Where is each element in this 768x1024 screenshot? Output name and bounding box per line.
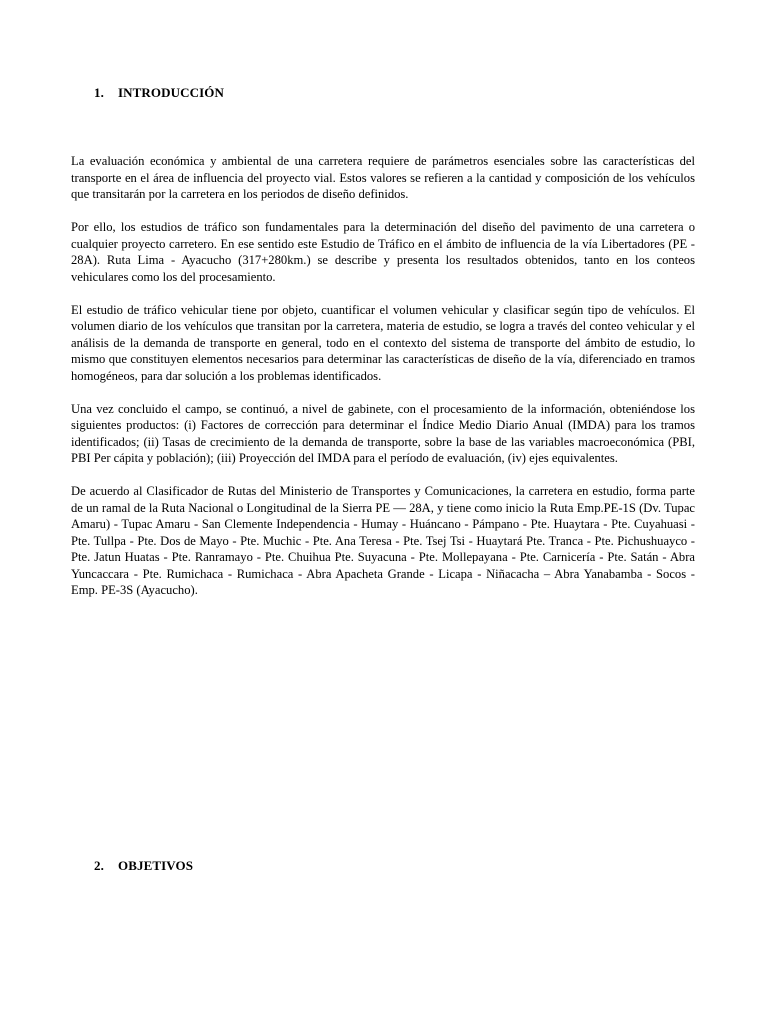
paragraph: Por ello, los estudios de tráfico son fundamentales para la determinación del diseño del pavimento de una carretera o cualquier proyecto carretero. En ese sentido este Estudio de Tráfico en el ámbito de influencia de la vía Libertadores (PE - 28A). Ruta Lima - Ayacucho (317+280km.) se describe y presenta los resultados obtenidos, tanto en los conteos vehiculares como los del procesamiento. (71, 220, 695, 284)
paragraph: De acuerdo al Clasificador de Rutas del Ministerio de Transportes y Comunicaciones, la carretera en estudio, forma parte de un ramal de la Ruta Nacional o Longitudinal de la Sierra PE — 28A, y tiene como inicio la Ruta Emp.PE-1S (Dv. Tupac Amaru) - Tupac Amaru - San Clemente Independencia - Humay - Huáncano - Pámpano - Pte. Huaytara - Pte. Cuyahuasi - Pte. Tullpa - Pte. Dos de Mayo - Pte. Muchic - Pte. Ana Teresa - Pte. Tsej Tsi - Huaytará Pte. Tranca - Pte. Pichushuayco - Pte. Jatun Huatas - Pte. Ranramayo - Pte. Chuihua Pte. Suyacuna - Pte. Mollepayana - Pte. Carnicería - Pte. Satán - Abra Yuncaccara - Pte. Rumichaca - Rumichaca - Abra Apacheta Grande - Licapa - Niñacacha – Abra Yanabamba - Socos - Emp. PE-3S (Ayacucho). (71, 484, 695, 597)
section-heading-introduccion (94, 85, 224, 101)
section-title: INTRODUCCIÓN (118, 85, 224, 100)
paragraph: Una vez concluido el campo, se continuó, a nivel de gabinete, con el procesamiento de la información, obteniéndose los siguientes productos: (i) Factores de corrección para determinar el Índice Medio Diario Anual (IMDA) para los tramos identificados; (ii) Tasas de crecimiento de la demanda de transporte, sobre la base de las variables macroeconómica (PBI, PBI Per cápita y población); (iii) Proyección del IMDA para el período de evaluación, (iv) ejes equivalentes. (71, 401, 695, 465)
section-heading-objetivos (94, 858, 193, 874)
paragraph: La evaluación económica y ambiental de una carretera requiere de parámetros esenciales sobre las características del transporte en el área de influencia del proyecto vial. Estos valores se refieren a la cantidad y composición de los vehículos que transitarán por la carretera en los periodos de diseño definidos. (71, 154, 695, 201)
section-title: OBJETIVOS (118, 858, 194, 873)
section-body (71, 153, 695, 615)
section-number: 2. (94, 858, 104, 873)
paragraph: El estudio de tráfico vehicular tiene por objeto, cuantificar el volumen vehicular y clasificar según tipo de vehículos. El volumen diario de los vehículos que transitan por la carretera, materia de estudio, se logra a través del conteo vehicular y el análisis de la demanda de transporte en general, todo en el contexto del sistema de transporte del ámbito de estudio, lo mismo que constituyen elementos necesarios para determinar las características de diseño de la vía, diferenciado en tramos homogéneos, para dar solución a los problemas identificados. (71, 302, 695, 383)
section-number: 1. (94, 85, 104, 100)
